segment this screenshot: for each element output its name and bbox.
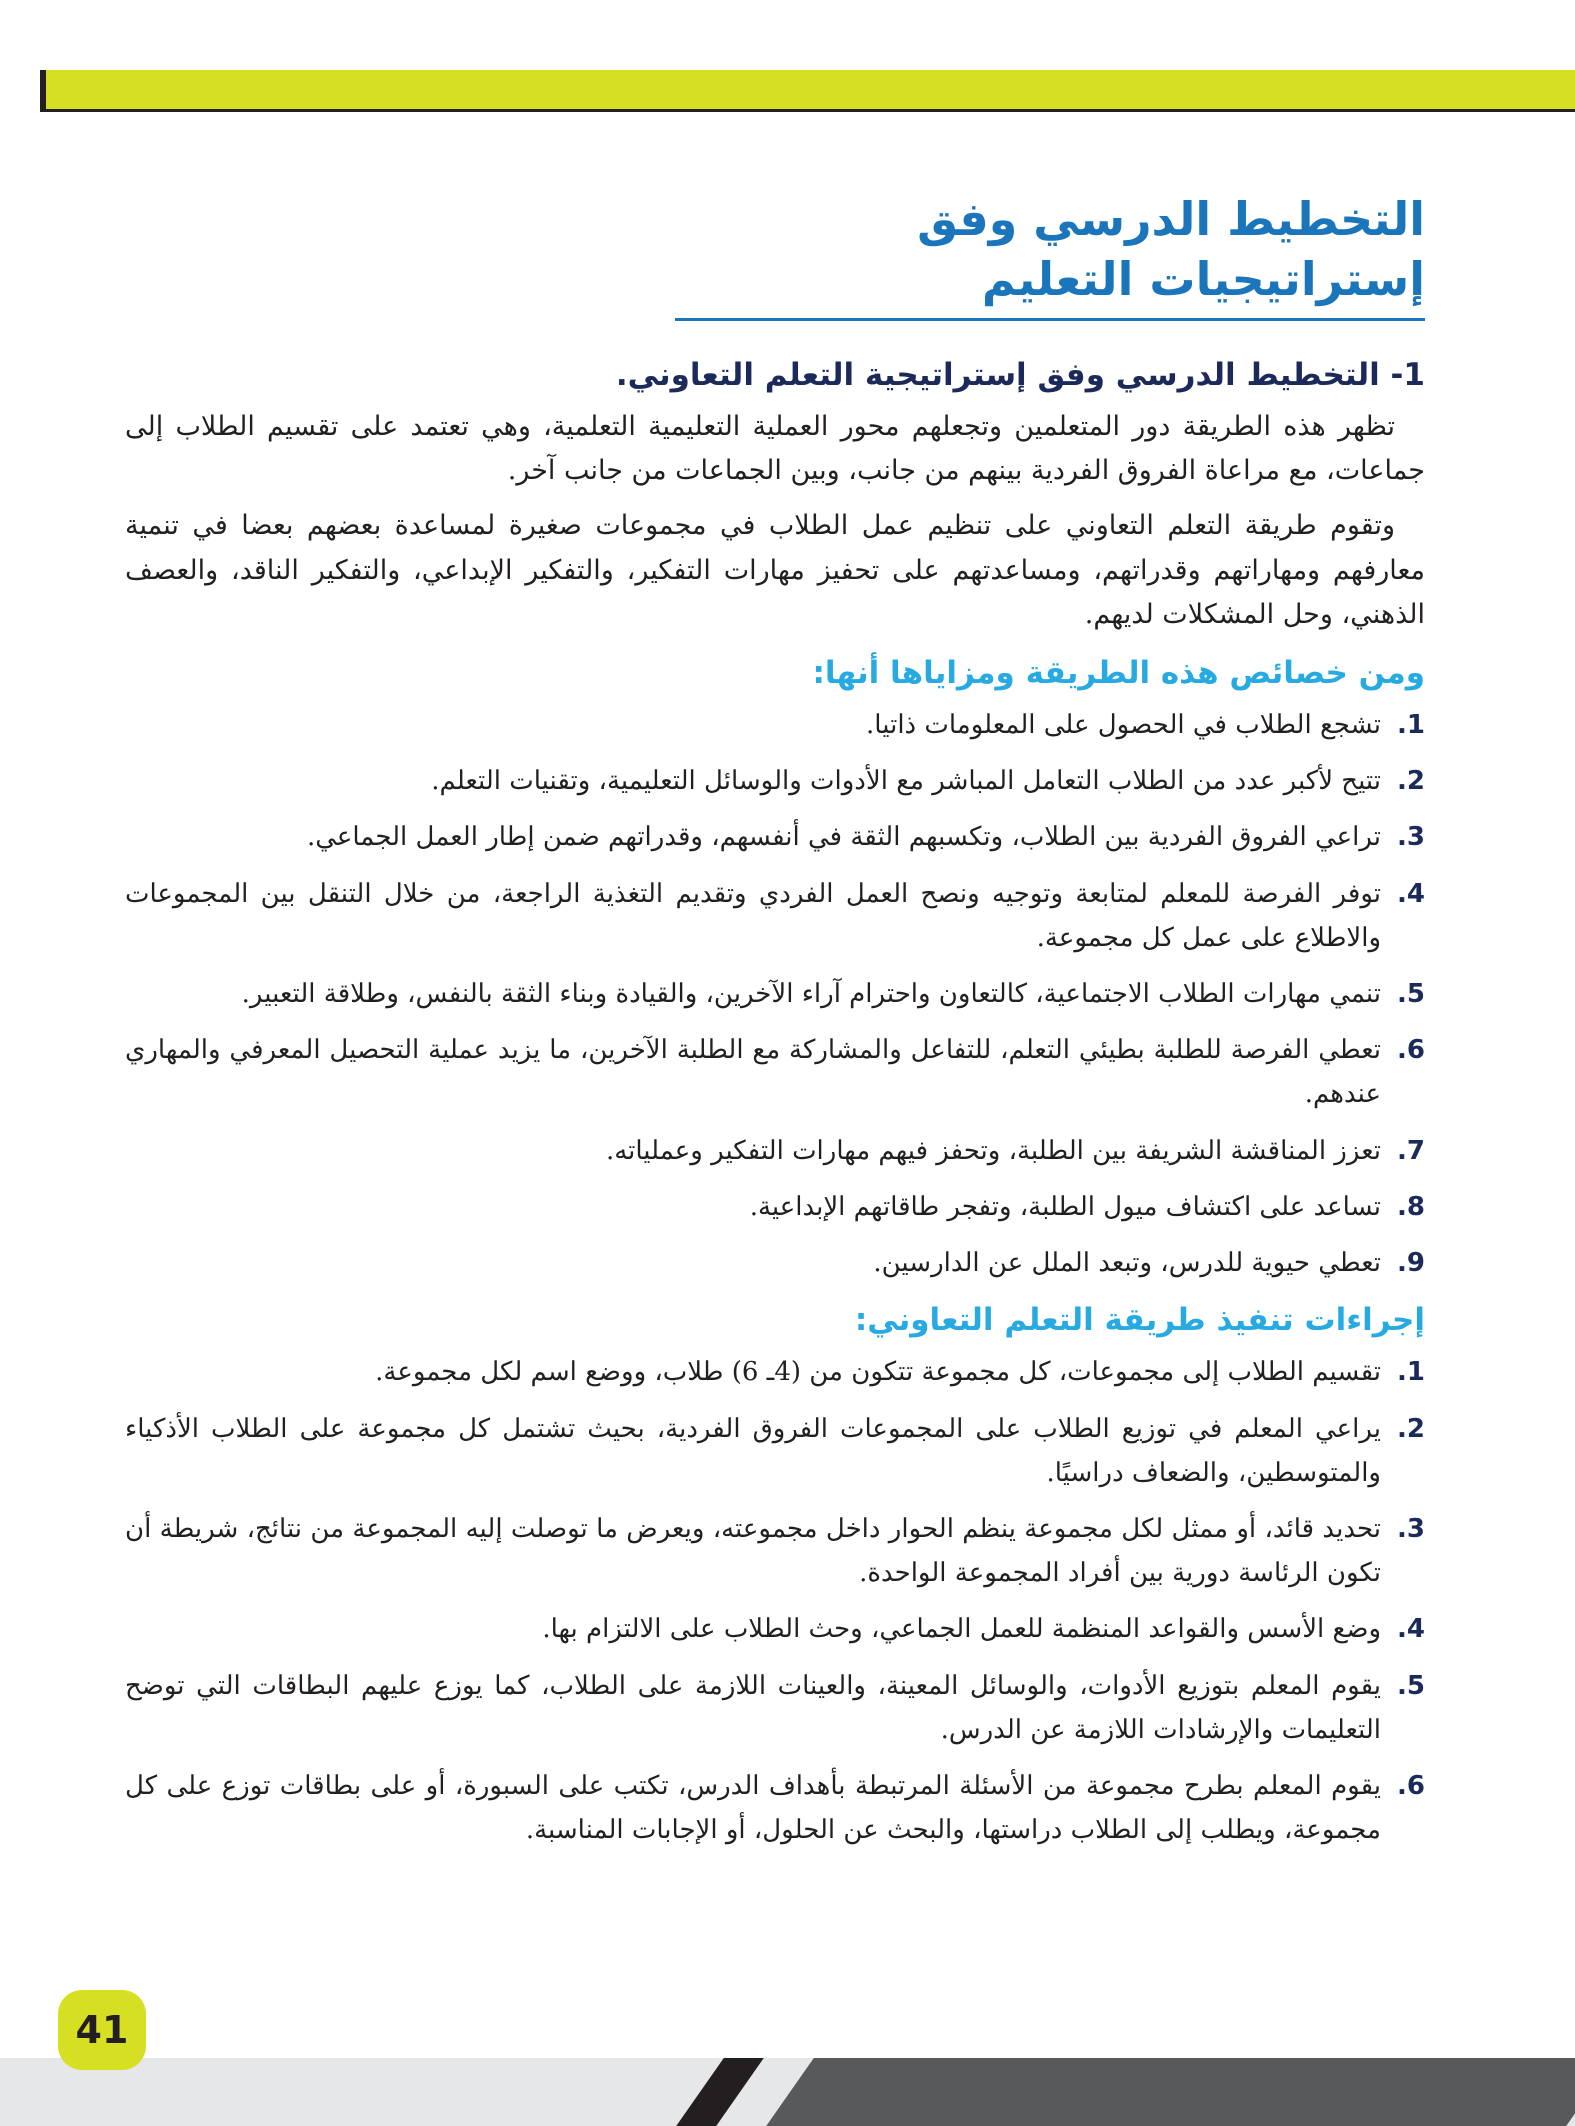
list-item-text: تعطي الفرصة للطلبة بطيئي التعلم، للتفاعل والمشاركة مع الطلبة الآخرين، ما يزيد عملية التحصيل المعرفي والمهاري عندهم. — [125, 1035, 1381, 1110]
features-list-item — [125, 759, 1425, 803]
features-list — [125, 703, 1425, 1285]
list-item-text: يقوم المعلم بتوزيع الأدوات، والوسائل المعينة، والعينات اللازمة على الطلاب، كما يوزع عليهم البطاقات التي توضح التعليمات والإرشادات اللازمة عن الدرس. — [125, 1670, 1381, 1745]
procedures-list-item — [125, 1407, 1425, 1495]
list-number: 4. — [1397, 1614, 1425, 1645]
procedures-heading: إجراءات تنفيذ طريقة التعلم التعاوني: — [854, 1302, 1425, 1339]
features-heading: ومن خصائص هذه الطريقة ومزاياها أنها: — [812, 654, 1425, 691]
list-number: 3. — [1397, 822, 1425, 853]
list-item-text: يقوم المعلم بطرح مجموعة من الأسئلة المرتبطة بأهداف الدرس، تكتب على السبورة، أو على بطاقات توزع على كل مجموعة، ويطلب إلى الطلاب دراستها، والبحث عن الحلول، أو الإجابات المناسبة. — [125, 1770, 1381, 1846]
page-number-badge: 41 — [58, 1990, 146, 2070]
procedures-list-item — [125, 1607, 1425, 1651]
list-item-text: تتيح لأكبر عدد من الطلاب التعامل المباشر مع الأدوات والوسائل التعليمية، وتقنيات التعلم. — [431, 766, 1381, 797]
list-number: 6. — [1397, 1770, 1425, 1801]
procedures-list-item — [125, 1350, 1425, 1394]
list-number: 1. — [1397, 710, 1425, 741]
list-item-text: تقسيم الطلاب إلى مجموعات، كل مجموعة تتكون من (4ـ 6) طلاب، ووضع اسم لكل مجموعة. — [375, 1357, 1381, 1388]
section-heading: 1- التخطيط الدرسي وفق إستراتيجية التعلم التعاوني. — [615, 356, 1425, 393]
procedures-list-item — [125, 1764, 1425, 1852]
list-item-text: تشجع الطلاب في الحصول على المعلومات ذاتيا. — [866, 710, 1381, 741]
page-title: التخطيط الدرسي وفق إستراتيجيات التعليم — [675, 190, 1425, 321]
intro-paragraph-1: تظهر هذه الطريقة دور المتعلمين وتجعلهم محور العملية التعليمية التعلمية، وهي تعتمد على تقسيم الطلاب إلى جماعات، مع مراعاة الفروق الفردية بينهم من جانب، وبين الجماعات من جانب آخر. — [125, 410, 1425, 487]
list-item-text: توفر الفرصة للمعلم لمتابعة وتوجيه ونصح العمل الفردي وتقديم التغذية الراجعة، من خلال التنقل بين المجموعات والاطلاع على عمل كل مجموعة. — [125, 878, 1381, 953]
features-list-item — [125, 1028, 1425, 1116]
features-list-item — [125, 872, 1425, 960]
list-item-text: تعزز المناقشة الشريفة بين الطلبة، وتحفز فيهم مهارات التفكير وعملياته. — [605, 1135, 1381, 1166]
features-list-item — [125, 1129, 1425, 1173]
features-list-item — [125, 703, 1425, 747]
list-item-text: تعطي حيوية للدرس، وتبعد الملل عن الدارسين. — [873, 1247, 1381, 1278]
procedures-list — [125, 1350, 1425, 1852]
intro-paragraph-2: وتقوم طريقة التعلم التعاوني على تنظيم عمل الطلاب في مجموعات صغيرة لمساعدة بعضهم بعضا في تنمية معارفهم ومهاراتهم وقدراتهم، ومساعدتهم على تحفيز مهارات التفكير، والتفكير الإبداعي، والتفكير الناقد، والعصف الذهني، وحل المشكلات لديهم. — [125, 509, 1425, 631]
procedures-list-item — [125, 1664, 1425, 1752]
features-list-item — [125, 1241, 1425, 1285]
list-number: 3. — [1397, 1514, 1425, 1545]
list-number: 2. — [1397, 766, 1425, 797]
list-number: 5. — [1397, 1670, 1425, 1701]
list-number: 9. — [1397, 1247, 1425, 1278]
list-item-text: تساعد على اكتشاف ميول الطلبة، وتفجر طاقاتهم الإبداعية. — [749, 1191, 1381, 1222]
list-item-text: وضع الأسس والقواعد المنظمة للعمل الجماعي، وحث الطلاب على الالتزام بها. — [542, 1614, 1381, 1645]
features-list-item — [125, 815, 1425, 859]
list-number: 8. — [1397, 1191, 1425, 1222]
page-content — [125, 190, 1425, 1864]
footer-stripe-grey — [766, 2058, 1575, 2126]
header-accent-bar — [40, 70, 1575, 112]
list-number: 5. — [1397, 978, 1425, 1009]
list-item-text: تحديد قائد، أو ممثل لكل مجموعة ينظم الحوار داخل مجموعته، ويعرض ما توصلت إليه المجموعة من نتائج، شريطة أن تكون الرئاسة دورية بين أفراد المجموعة الواحدة. — [125, 1514, 1381, 1589]
features-list-item — [125, 1185, 1425, 1229]
list-item-text: يراعي المعلم في توزيع الطلاب على المجموعات الفروق الفردية، بحيث تشتمل كل مجموعة على الطلاب الأذكياء والمتوسطين، والضعاف دراسيًا. — [125, 1413, 1381, 1488]
list-item-text: تنمي مهارات الطلاب الاجتماعية، كالتعاون واحترام آراء الآخرين، والقيادة وبناء الثقة بالنفس، وطلاقة التعبير. — [241, 978, 1381, 1009]
list-item-text: تراعي الفروق الفردية بين الطلاب، وتكسبهم الثقة في أنفسهم، وقدراتهم ضمن إطار العمل الجماعي. — [306, 822, 1381, 853]
list-number: 7. — [1397, 1135, 1425, 1166]
procedures-list-item — [125, 1507, 1425, 1595]
features-list-item — [125, 972, 1425, 1016]
list-number: 4. — [1397, 878, 1425, 909]
list-number: 1. — [1397, 1357, 1425, 1388]
list-number: 2. — [1397, 1413, 1425, 1444]
list-number: 6. — [1397, 1035, 1425, 1066]
